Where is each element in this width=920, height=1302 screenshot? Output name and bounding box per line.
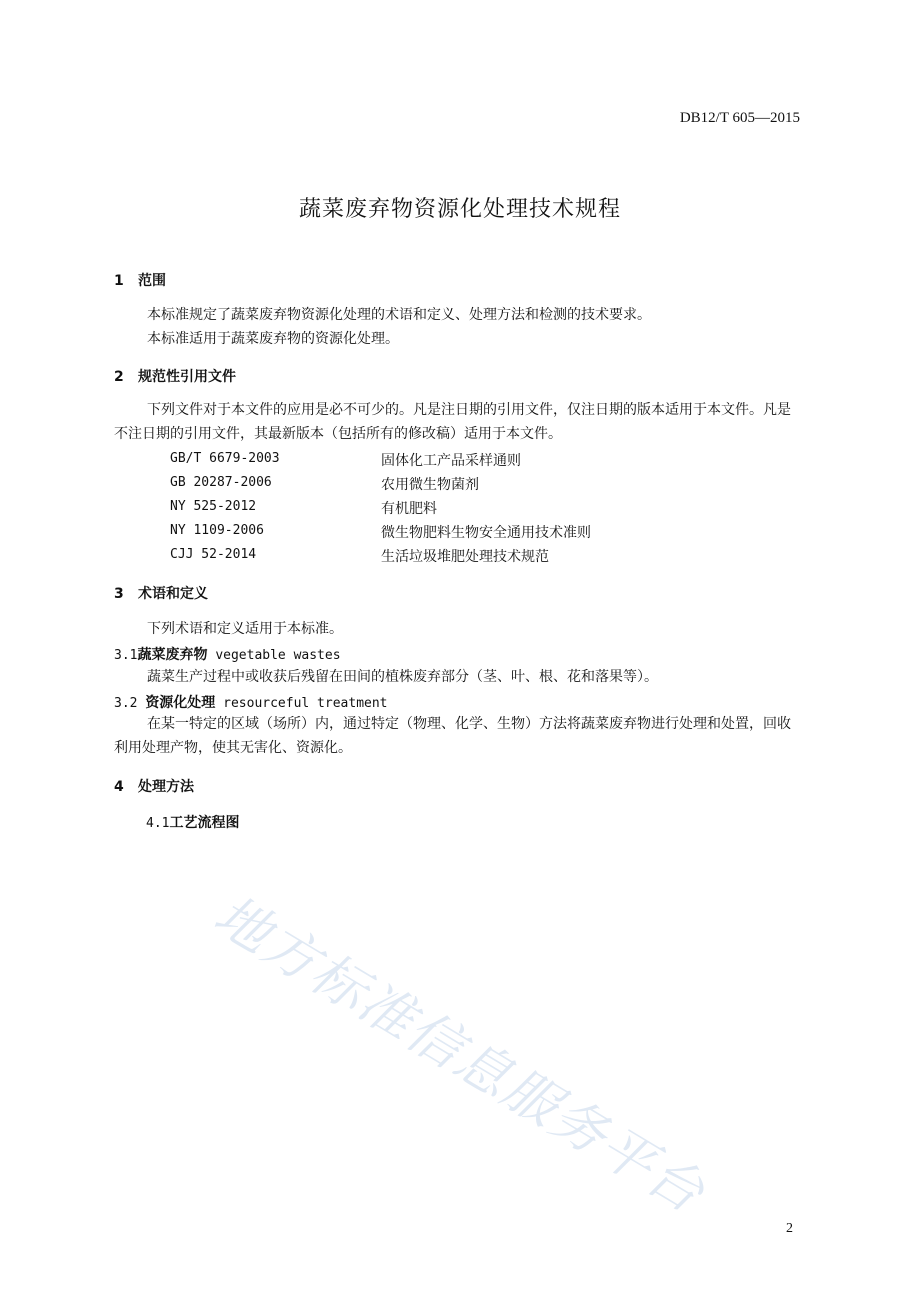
term-3-2-heading xyxy=(114,692,388,712)
section-title: 范围 xyxy=(138,273,166,289)
reference-code: NY 525-2012 xyxy=(170,499,257,514)
term-name-en: vegetable wastes xyxy=(215,648,341,663)
term-name-cn: 蔬菜废弃物 xyxy=(137,647,208,663)
reference-title: 农用微生物菌剂 xyxy=(381,477,479,493)
term-name-en: resourceful treatment xyxy=(223,696,388,711)
section-title: 处理方法 xyxy=(138,779,194,795)
reference-title: 生活垃圾堆肥处理技术规范 xyxy=(381,549,549,565)
section-title: 规范性引用文件 xyxy=(138,369,236,385)
page-number: 2 xyxy=(786,1221,793,1236)
term-number: 3.2 xyxy=(114,696,138,711)
section-number: 1 xyxy=(114,273,124,289)
reference-title: 有机肥料 xyxy=(381,501,437,517)
page-title: 蔬菜废弃物资源化处理技术规程 xyxy=(298,197,621,222)
reference-title: 固体化工产品采样通则 xyxy=(381,453,521,469)
section-3-heading xyxy=(114,583,208,603)
section-number: 2 xyxy=(114,369,124,385)
term-number: 3.1 xyxy=(114,648,138,663)
section-4-heading xyxy=(114,776,194,796)
watermark: 地方标准信息服务平台 xyxy=(203,882,717,1226)
section-1-paragraph-1: 本标准规定了蔬菜废弃物资源化处理的术语和定义、处理方法和检测的技术要求。 xyxy=(147,307,651,323)
section-number: 3 xyxy=(114,586,124,602)
subsection-title: 工艺流程图 xyxy=(169,815,240,831)
subsection-4-1 xyxy=(146,812,239,832)
reference-code: CJJ 52-2014 xyxy=(170,547,257,562)
section-1-paragraph-2: 本标准适用于蔬菜废弃物的资源化处理。 xyxy=(147,331,399,347)
section-2-heading xyxy=(114,366,236,386)
section-2-intro: 下列文件对于本文件的应用是必不可少的。凡是注日期的引用文件，仅注日期的版本适用于本文件。凡是不注日期的引用文件，其最新版本（包括所有的修改稿）适用于本文件。 xyxy=(114,402,791,442)
reference-code: GB/T 6679-2003 xyxy=(170,451,280,466)
term-3-1-heading xyxy=(114,644,341,664)
reference-code: GB 20287-2006 xyxy=(170,475,272,490)
term-3-1-definition: 蔬菜生产过程中或收获后残留在田间的植株废弃部分（茎、叶、根、花和落果等）。 xyxy=(147,669,658,685)
document-code: DB12/T 605—2015 xyxy=(679,110,800,126)
term-3-2-definition: 在某一特定的区域（场所）内，通过特定（物理、化学、生物）方法将蔬菜废弃物进行处理和处置，回收利用处理产物，使其无害化、资源化。 xyxy=(114,716,791,756)
section-title: 术语和定义 xyxy=(138,586,208,602)
section-number: 4 xyxy=(114,779,124,795)
term-name-cn: 资源化处理 xyxy=(145,695,216,711)
reference-title: 微生物肥料生物安全通用技术准则 xyxy=(381,525,591,541)
section-1-heading xyxy=(114,270,166,290)
subsection-number: 4.1 xyxy=(146,816,170,831)
reference-code: NY 1109-2006 xyxy=(170,523,264,538)
section-3-intro: 下列术语和定义适用于本标准。 xyxy=(147,621,343,637)
